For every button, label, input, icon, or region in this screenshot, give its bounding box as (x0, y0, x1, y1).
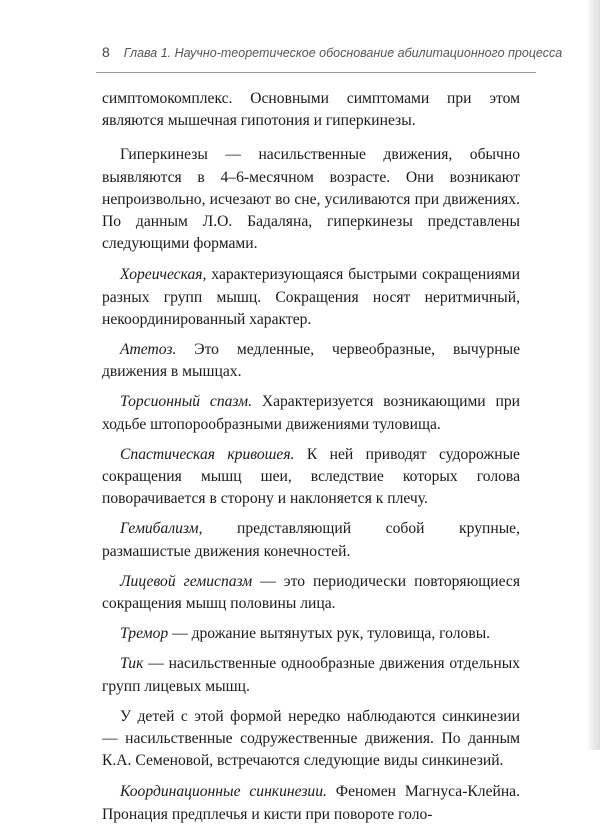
definition: Феномен Магнуса-Клейна. Пронация предплечья и кисти при повороте голо- (102, 783, 521, 823)
term: Тик (120, 655, 144, 673)
definition: Характеризуется возникающими при ходьбе штопорообразными движениями туловища. (102, 393, 520, 433)
paragraph (102, 391, 520, 435)
term: Гемибализм, (120, 520, 203, 538)
body-text (102, 88, 520, 834)
paragraph: симптомокомплекс. Основными симптомами при этом являются мышечная гипотония и гиперкинезы. (102, 90, 520, 130)
paragraph (102, 653, 520, 697)
paragraph (102, 264, 520, 331)
definition: — дрожание вытянутых рук, туловища, головы. (168, 625, 491, 643)
page-number: 8 (102, 44, 110, 60)
term: Спастическая кривошея. (120, 445, 295, 463)
paragraph (102, 623, 520, 645)
term: Тремор (120, 625, 169, 643)
paragraph (102, 781, 520, 825)
page-edge-shadow (586, 0, 600, 750)
term: Хореическая, (120, 266, 207, 284)
paragraph: Гиперкинезы — насильственные движения, обычно выявляются в 4–6-месячном возрасте. Они возникают непроизвольно, исчезают во сне, усиливаются при движениях. По данным Л.О. Бадаляна, гиперкинезы представлены следующими формами. (102, 146, 520, 253)
running-title: Глава 1. Научно-теоретическое обоснование абилитационного процесса (123, 46, 563, 60)
running-header (102, 44, 563, 60)
definition: — насильственные однообразные движения отдельных групп лицевых мышц. (102, 655, 520, 695)
header-rule (96, 72, 536, 73)
paragraph (102, 444, 520, 511)
definition: — это периодически повторяющиеся сокращения мышц половины лица. (102, 572, 521, 613)
term: Торсионный спазм. (120, 393, 252, 411)
term: Атетоз. (120, 341, 177, 359)
definition: представляющий собой крупные, размашистые движения конечностей. (102, 520, 520, 560)
term: Лицевой гемиспазм (120, 572, 253, 590)
definition: Это медленные, червеобразные, вычурные движения в мышцах. (102, 341, 520, 381)
paragraph (102, 518, 520, 562)
paragraph: У детей с этой формой нередко наблюдаются синкинезии — насильственные содружественные движения. По данным К.А. Семеновой, встречаются следующие виды синкинезий. (102, 707, 520, 770)
definition: характеризующаяся быстрыми сокращениями разных групп мышц. Сокращения носят неритмичный, некоординированный характер. (102, 266, 520, 328)
paragraph (102, 339, 520, 383)
term: Координационные синкинезии. (120, 783, 327, 801)
paragraph (102, 571, 520, 615)
definition: К ней приводят судорожные сокращения мышц шеи, вследствие которых голова поворачивается в сторону и наклоняется к плечу. (102, 445, 520, 508)
